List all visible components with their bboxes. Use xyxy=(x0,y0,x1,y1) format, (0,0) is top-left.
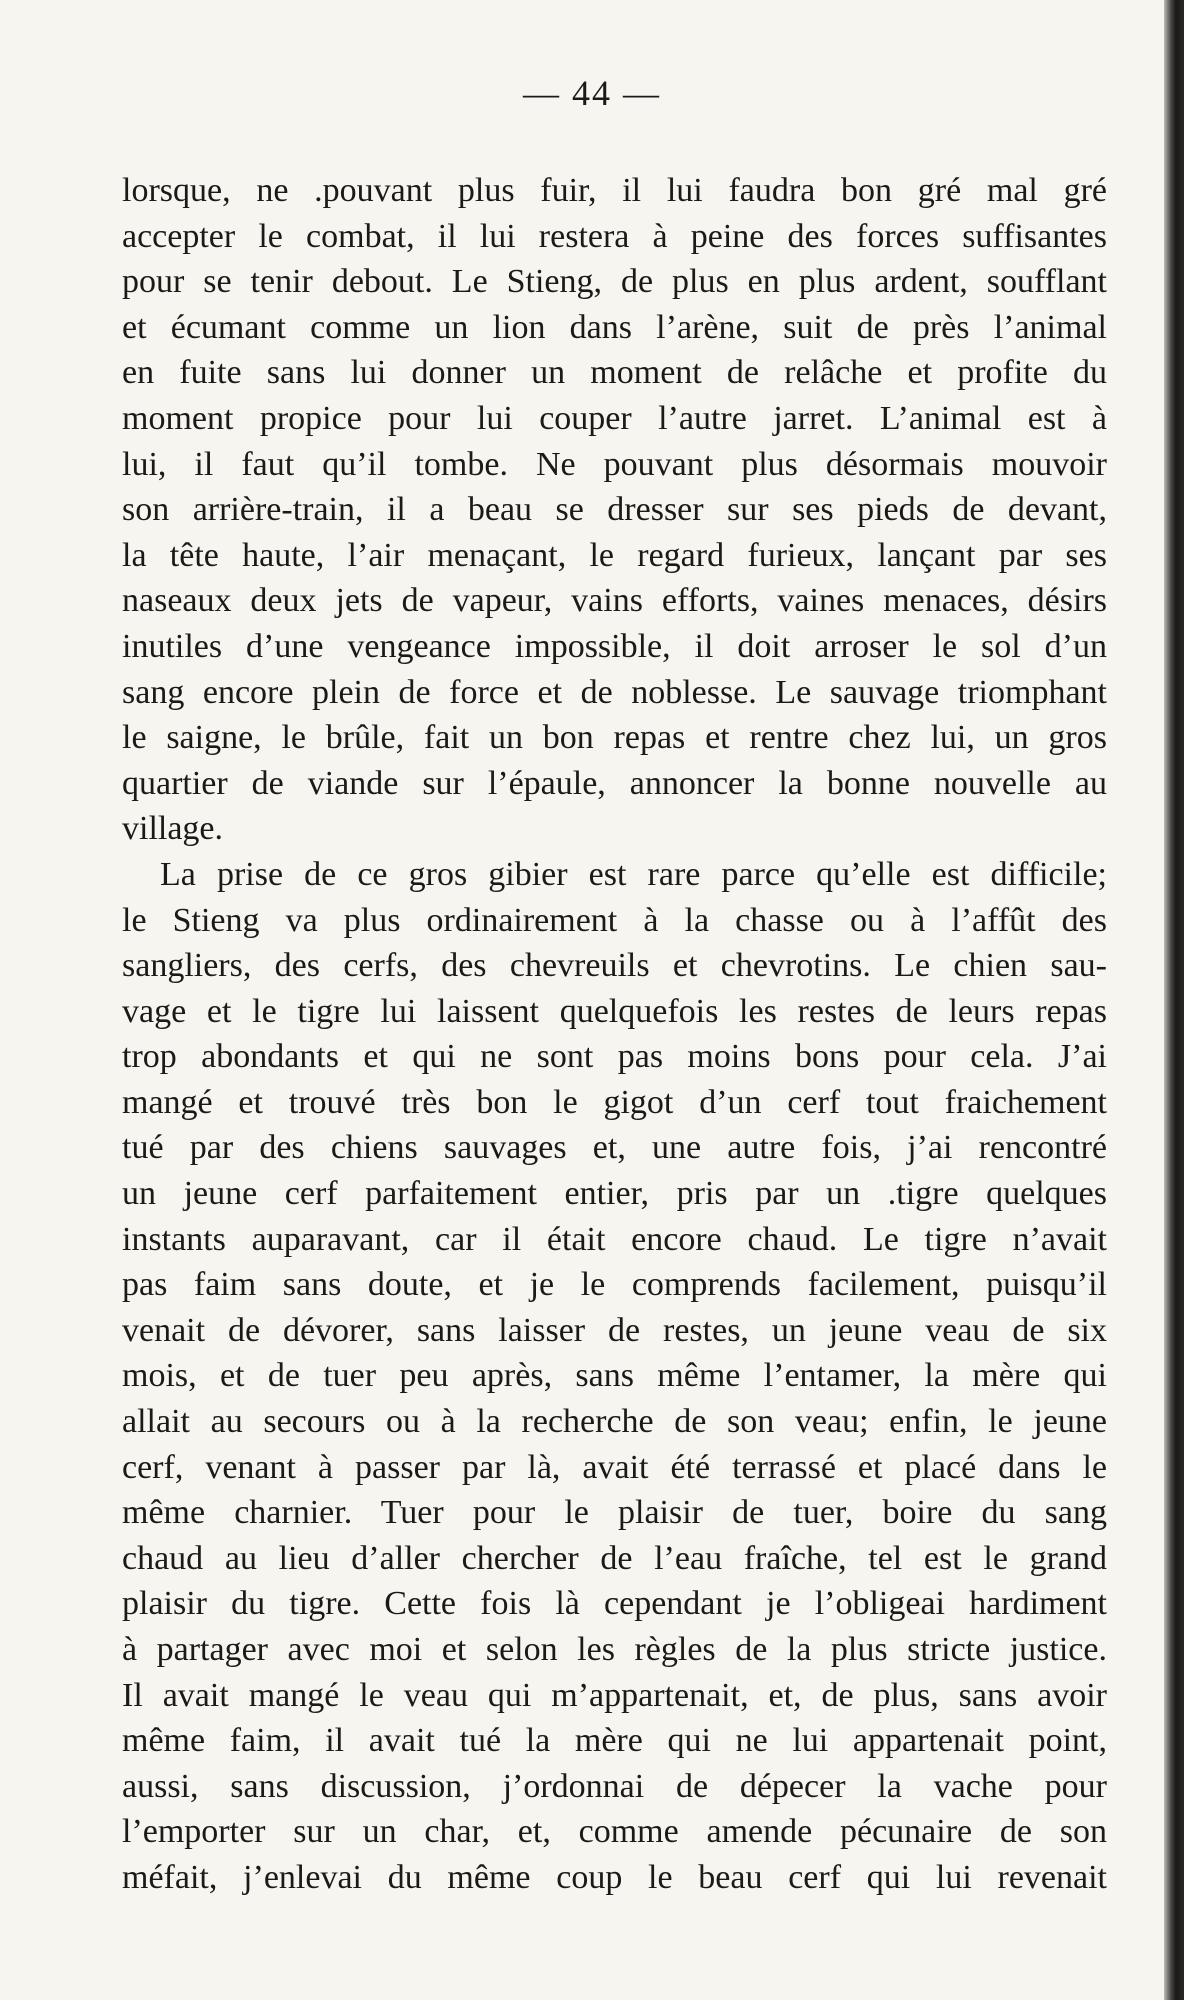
page-number: — 44 — xyxy=(523,73,661,113)
text-line: pour se tenir debout. Le Stieng, de plus en plus ardent, soufflant xyxy=(122,263,1107,301)
text-line: inutiles d’une vengeance impossible, il doit arroser le sol d’un xyxy=(122,627,1107,665)
text-line: le saigne, le brûle, fait un bon repas et rentre chez lui, un gros xyxy=(122,719,1107,757)
text-line: lorsque, ne .pouvant plus fuir, il lui faudra bon gré mal gré xyxy=(122,172,1107,209)
text-line: cerf, venant à passer par là, avait été terrassé et placé dans le xyxy=(122,1448,1107,1486)
text-line: lui, il faut qu’il tombe. Ne pouvant plus désormais mouvoir xyxy=(122,445,1107,483)
text-line: pas faim sans doute, et je le comprends facilement, puisqu’il xyxy=(122,1266,1107,1304)
text-line: trop abondants et qui ne sont pas moins bons pour cela. J’ai xyxy=(122,1038,1107,1076)
text-line: quartier de viande sur l’épaule, annoncer la bonne nouvelle au xyxy=(122,764,1107,802)
text-line: Il avait mangé le veau qui m’appartenait, et, de plus, sans avoir xyxy=(122,1676,1107,1714)
text-line: un jeune cerf parfaitement entier, pris par un .tigre quelques xyxy=(122,1175,1107,1213)
text-line: village. xyxy=(122,810,224,848)
text-line: aussi, sans discussion, j’ordonnai de dépecer la vache pour xyxy=(122,1767,1107,1805)
text-line: plaisir du tigre. Cette fois là cependant je l’obligeai hardiment xyxy=(122,1585,1107,1623)
text-line: et écumant comme un lion dans l’arène, suit de près l’animal xyxy=(122,308,1107,346)
text-line: méfait, j’enlevai du même coup le beau cerf qui lui revenait xyxy=(122,1858,1107,1896)
text-line: sang encore plein de force et de noblesse. Le sauvage triomphant xyxy=(122,673,1107,711)
text-line: même faim, il avait tué la mère qui ne lui appartenait point, xyxy=(122,1722,1107,1760)
text-line: le Stieng va plus ordinairement à la chasse ou à l’affût des xyxy=(122,901,1107,939)
text-line: sangliers, des cerfs, des chevreuils et chevrotins. Le chien sau- xyxy=(122,947,1107,985)
text-line: vage et le tigre lui laissent quelquefois les restes de leurs repas xyxy=(122,992,1107,1030)
text-line: instants auparavant, car il était encore chaud. Le tigre n’avait xyxy=(122,1220,1107,1258)
text-line: accepter le combat, il lui restera à peine des forces suffisantes xyxy=(122,217,1107,255)
text-line: même charnier. Tuer pour le plaisir de tuer, boire du sang xyxy=(122,1494,1107,1532)
text-line: venait de dévorer, sans laisser de restes, un jeune veau de six xyxy=(122,1311,1107,1349)
text-line: en fuite sans lui donner un moment de relâche et profite du xyxy=(122,354,1107,392)
text-line: son arrière-train, il a beau se dresser sur ses pieds de devant, xyxy=(122,491,1107,529)
text-line: à partager avec moi et selon les règles de la plus stricte justice. xyxy=(122,1631,1107,1668)
text-line: naseaux deux jets de vapeur, vains efforts, vaines menaces, désirs xyxy=(122,582,1107,620)
body-text xyxy=(122,168,1107,1901)
text-line: allait au secours ou à la recherche de son veau; enfin, le jeune xyxy=(122,1403,1107,1441)
text-line: tué par des chiens sauvages et, une autre fois, j’ai rencontré xyxy=(122,1129,1107,1167)
text-line: la tête haute, l’air menaçant, le regard furieux, lançant par ses xyxy=(122,536,1107,574)
text-line: mois, et de tuer peu après, sans même l’entamer, la mère qui xyxy=(122,1357,1107,1395)
text-line: l’emporter sur un char, et, comme amende pécunaire de son xyxy=(122,1813,1107,1851)
text-line: chaud au lieu d’aller chercher de l’eau fraîche, tel est le grand xyxy=(122,1539,1107,1577)
text-line: moment propice pour lui couper l’autre jarret. L’animal est à xyxy=(122,399,1107,437)
book-binding-edge xyxy=(1164,0,1184,2000)
text-line: La prise de ce gros gibier est rare parce qu’elle est difficile; xyxy=(160,855,1107,893)
text-line: mangé et trouvé très bon le gigot d’un cerf tout fraichement xyxy=(122,1083,1107,1121)
